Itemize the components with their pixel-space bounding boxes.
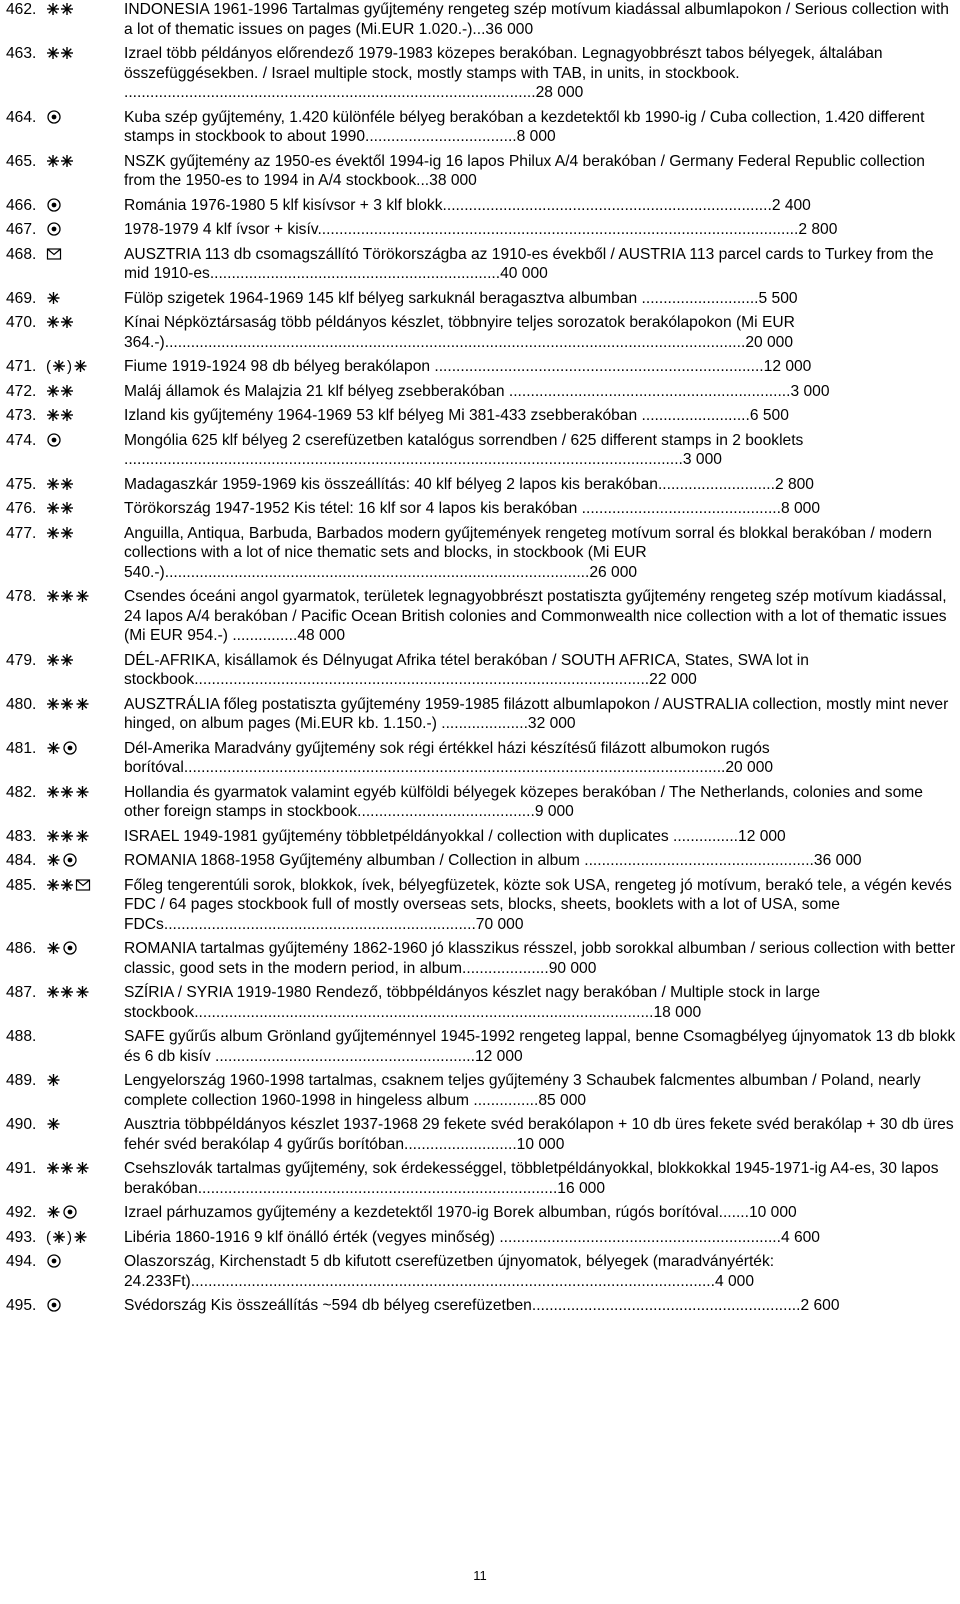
lot-number: 469. [6,289,37,307]
lot-description [124,827,956,847]
lot-number: 493. [6,1228,37,1246]
lot-price: 2 800 [774,475,814,493]
dot-leader: ................................................................. [508,382,791,400]
lot-price: 12 000 [738,827,786,845]
used-stamp-icon [46,1297,62,1313]
dot-leader: ................................................................. [499,1228,781,1246]
dot-leader: ........................... [657,475,775,493]
lot-description [124,313,956,352]
lot-text: Libéria 1860-1916 9 klf önálló érték (vegyes minőség) [124,1228,500,1246]
mint-never-hinged-icon [46,153,74,169]
lot-text: AUSZTRÁLIA főleg postatiszta gyűjtemény 1959-1985 filázott albumlapokon / AUSTRALIA collection, mostly mint never hinged, on album pages (Mi.EUR kb. 1.150.-) [124,695,949,732]
lot-text: Svédország Kis összeállítás ~594 db bélyeg cserefüzetben [124,1297,532,1314]
used-stamp-icon [46,221,62,237]
lot-entry [6,827,956,847]
lot-description [124,1115,956,1154]
mint-never-hinged-icon [46,383,74,399]
lot-number: 479. [6,651,37,669]
svg-text:(: ( [46,1228,51,1245]
lot-price: 38 000 [429,172,477,189]
dot-leader: ..................................................... [584,852,814,869]
lot-number: 494. [6,1253,37,1270]
condition-symbols [46,939,124,959]
dot-leader: ........................... [641,289,759,307]
dot-leader: ............... [473,1091,539,1109]
lot-entry [6,152,956,191]
lot-text: INDONESIA 1961-1996 Tartalmas gyűjtemény rengeteg szép motívum kiadással albumlapokon / Serious collection with a lot of thematic issues on pages (Mi.EUR 1.020.-) [124,1,949,38]
condition-symbols [46,783,124,803]
used-stamp-icon [46,1253,62,1269]
dot-leader: ......................................................................................................................... [190,1272,715,1290]
lot-entry [6,1115,956,1154]
lot-number: 464. [6,108,37,126]
mint-never-hinged-icon [46,1160,74,1176]
condition-symbols [46,739,124,759]
dot-leader: ............................................................................ [442,196,772,214]
dot-leader: ... [472,20,486,38]
lot-text: AUSZTRIA 113 db csomagszállító Törökországba az 1910-es évekből / AUSTRIA 113 parcel cards to Turkey from the mid 1910-es [124,245,934,282]
used-stamp-icon [62,740,78,756]
lot-text: Fiume 1919-1924 98 db bélyeg berakólapon [124,358,435,375]
lot-number: 481. [6,739,37,757]
lot-entry [6,1252,956,1291]
lot-entry [6,245,956,284]
mint-never-hinged-icon [46,877,74,893]
lot-description [124,382,956,402]
lot-entry [6,587,956,646]
condition-symbols [46,44,124,64]
mint-never-hinged-icon [46,784,74,800]
dot-leader: .............................................................. [531,1297,801,1314]
condition-symbols [46,1252,124,1272]
lot-description [124,475,956,495]
lot-price: 2 600 [800,1297,840,1314]
lot-number: 495. [6,1297,37,1314]
lot-text: Kuba szép gyűjtemény, 1.420 különféle bélyeg berakóban a kezdetektől kb 1990-ig / Cuba collection, 1.420 different stamps in stockbook to about 1990 [124,108,925,145]
mint-no-gum-icon [46,1229,72,1245]
lot-entry [6,1027,956,1066]
mint-hinged-icon [46,1072,61,1088]
dot-leader: ....... [718,1204,749,1221]
lot-text: ROMANIA tartalmas gyűjtemény 1862-1960 jó klasszikus résszel, jobb sorokkal albumban / serious collection with better classic, good sets in the modern period, in album [124,940,956,977]
lot-number: 482. [6,783,37,801]
mint-hinged-icon [46,290,61,306]
lot-entry [6,0,956,39]
dot-leader: ............... [673,827,739,845]
lot-text: Kínai Népköztársaság több példányos készlet, többnyire teljes sorozatok berakólapokon (Mi EUR 364.-) [124,314,795,351]
lot-entry [6,196,956,216]
mint-hinged-icon [75,784,90,800]
lot-text: Maláj államok és Malajzia 21 klf bélyeg zsebberakóban [124,382,509,400]
lot-description [124,651,956,690]
lot-entry [6,108,956,147]
lot-number: 486. [6,940,37,957]
condition-symbols [46,851,124,871]
lot-number: 467. [6,221,37,238]
lot-price: 18 000 [653,1003,702,1021]
lot-text: Csendes óceáni angol gyarmatok, területek legnagyobbrészt postatiszta gyűjtemény rengeteg szép motívum kiadással, 24 lapos A/4 berakóban / Pacific Ocean British colonies and Commonwealth nice collection with a lot of thematic issues (Mi EUR 954.-) [124,588,947,644]
mint-hinged-icon [46,852,61,868]
lot-description [124,431,956,470]
used-stamp-icon [46,109,62,125]
lot-number: 468. [6,245,37,263]
dot-leader: ................................................................... [209,265,501,282]
lot-description [124,0,956,39]
lot-text: Főleg tengerentúli sorok, blokkok, ívek, bélyegfüzetek, közte sok USA, rengeteg jó motívum, berakó tele, a végén kevés FDC / 64 pages stockbook full of mostly overseas sets, blocks, sheets, booklets with a lot of USA, some FDCs [124,876,952,933]
lot-price: 12 000 [763,358,812,375]
lot-price: 8 000 [780,500,820,517]
condition-symbols [46,152,124,172]
lot-price: 26 000 [589,563,638,581]
dot-leader: .......................... [404,1135,517,1153]
dot-leader: ............................................................................................... [124,84,536,101]
condition-symbols [46,475,124,495]
lot-number: 463. [6,45,37,62]
mint-never-hinged-icon [46,45,74,61]
lot-entry [6,357,956,377]
lot-description [124,406,956,426]
lot-number: 462. [6,1,37,18]
dot-leader: ........................................................................ [163,915,476,933]
dot-leader: .......................................................................................................... [194,1003,654,1021]
lot-text: Olaszország, Kirchenstadt 5 db kifutott cserefüzetben újnyomatok, bélyegek (maradványérték: 24.233Ft) [124,1253,775,1290]
lot-number: 480. [6,695,37,713]
lot-price: 48 000 [297,627,346,644]
mint-never-hinged-icon [46,525,74,541]
lot-number: 487. [6,984,37,1001]
dot-leader: ...................................................................................................................................... [164,333,746,351]
lot-text: Fülöp szigetek 1964-1969 145 klf bélyeg sarkuknál beragasztva albumban [124,289,642,307]
condition-symbols [46,406,124,426]
lot-description [124,108,956,147]
lot-number: 465. [6,152,37,170]
lot-description [124,1252,956,1291]
lot-number: 483. [6,827,37,845]
mint-hinged-icon [46,1116,61,1132]
condition-symbols [46,827,124,847]
lot-entry [6,44,956,103]
lot-description [124,44,956,103]
lot-description [124,1159,956,1198]
lot-description [124,851,956,871]
lot-description [124,783,956,822]
condition-symbols [46,524,124,544]
mint-never-hinged-icon [46,984,74,1000]
condition-symbols [46,1228,124,1248]
used-stamp-icon [62,1204,78,1220]
lot-text: Dél-Amerika Maradvány gyűjtemény sok régi értékkel házi készítésű filázott albumokon rugós borítóval [124,739,770,776]
lot-price: 10 000 [748,1204,797,1221]
lot-number: 484. [6,852,37,869]
lot-entry [6,313,956,352]
lot-entry [6,983,956,1022]
condition-symbols [46,313,124,333]
lot-price: 70 000 [475,915,524,933]
lot-entry [6,220,956,240]
dot-leader: ............... [232,627,298,644]
mint-hinged-icon [75,696,90,712]
lot-text: Madagaszkár 1959-1969 kis összeállítás: 40 klf bélyeg 2 lapos kis berakóban [124,475,658,493]
envelope-icon [75,877,92,893]
mint-hinged-icon [75,588,90,604]
lot-price: 10 000 [516,1135,565,1153]
lot-number: 476. [6,500,37,517]
lot-price: 8 000 [516,128,556,145]
lot-entry [6,499,956,519]
mint-never-hinged-icon [46,500,74,516]
lot-number: 471. [6,358,37,375]
lot-price: 20 000 [745,333,794,351]
lot-text: 1978-1979 4 klf ívsor + kisív [124,221,318,238]
dot-leader: ......................... [641,407,750,424]
lot-entry [6,739,956,778]
lot-price: 9 000 [534,803,574,820]
lot-number: 472. [6,382,37,400]
lot-price: 6 500 [749,407,789,424]
dot-leader: ......................................... [357,803,535,820]
lot-number: 477. [6,524,37,542]
lot-entry [6,382,956,402]
mint-hinged-icon [75,984,90,1000]
mint-never-hinged-icon [46,588,74,604]
mint-hinged-icon [46,740,61,756]
mint-never-hinged-icon [46,476,74,492]
lot-number: 470. [6,314,37,331]
lot-price: 5 500 [758,289,798,307]
dot-leader: .................................................................................................. [164,563,590,581]
lot-number: 491. [6,1160,37,1177]
dot-leader: .................... [462,959,549,977]
lot-price: 20 000 [725,759,774,776]
lot-text: Románia 1976-1980 5 klf kisívsor + 3 klf blokk [124,196,443,214]
condition-symbols [46,1071,124,1091]
condition-symbols [46,382,124,402]
lot-entry [6,1296,956,1316]
lot-description [124,152,956,191]
used-stamp-icon [46,432,62,448]
condition-symbols [46,499,124,519]
lot-entry [6,651,956,690]
lot-text: ROMANIA 1868-1958 Gyűjtemény albumban / Collection in album [124,852,585,869]
condition-symbols [46,1159,124,1179]
lot-description [124,196,956,216]
lot-description [124,983,956,1022]
mint-never-hinged-icon [46,407,74,423]
lot-number: 474. [6,431,37,449]
svg-text:(: ( [46,358,51,374]
lot-text: Izrael több példányos előrendező 1979-1983 közepes berakóban. Legnagyobbrészt tabos bélyegek, általában összefüggésekben. / Israel multiple stock, mostly stamps with TAB, in units, in stockbook. [124,45,883,82]
lot-description [124,245,956,284]
dot-leader: ................................................................................................................................. [124,451,683,468]
svg-text:): ) [67,358,72,374]
lot-number: 473. [6,407,37,424]
mint-hinged-icon [46,940,61,956]
lot-price: 2 400 [771,196,811,214]
condition-symbols [46,0,124,20]
lot-price: 4 600 [780,1228,820,1246]
mint-no-gum-icon [46,358,72,374]
lot-description [124,1027,956,1066]
condition-symbols [46,1203,124,1223]
lot-number: 490. [6,1116,37,1133]
lot-description [124,1203,956,1223]
used-stamp-icon [46,197,62,213]
used-stamp-icon [62,852,78,868]
lot-description [124,876,956,935]
used-stamp-icon [62,940,78,956]
lot-number: 489. [6,1072,37,1089]
lot-price: 85 000 [538,1091,587,1109]
lot-price: 2 800 [798,221,838,238]
dot-leader: ................................... [365,128,517,145]
lot-text: Mongólia 625 klf bélyeg 2 cserefüzetben katalógus sorrendben / 625 different stamps in 2 booklets [124,431,804,449]
lot-entry [6,289,956,309]
condition-symbols [46,289,124,309]
lot-price: 4 000 [714,1272,755,1290]
lot-description [124,587,956,646]
lot-price: 12 000 [474,1047,523,1065]
lot-entry [6,406,956,426]
mint-hinged-icon [75,828,90,844]
lot-price: 3 000 [682,451,722,468]
lot-price: 90 000 [548,959,597,977]
page-number: 11 [473,1568,487,1583]
lot-entry [6,851,956,871]
lot-text: Törökország 1947-1952 Kis tétel: 16 klf sor 4 lapos kis berakóban [124,500,582,517]
mint-never-hinged-icon [46,696,74,712]
lot-description [124,695,956,734]
lot-text: Hollandia és gyarmatok valamint egyéb külföldi bélyegek közepes berakóban / The Netherlands, colonies and some other foreign stamps in stockbook [124,783,923,820]
condition-symbols [46,695,124,715]
dot-leader: .............................................. [581,500,781,517]
dot-leader: ......................................................................................................... [194,671,650,688]
mint-never-hinged-icon [46,652,74,668]
lot-number: 466. [6,196,37,214]
condition-symbols [46,876,124,896]
condition-symbols [46,196,124,216]
lot-description [124,1071,956,1110]
lot-description [124,499,956,519]
lot-entry [6,431,956,470]
condition-symbols [46,587,124,607]
lot-description [124,939,956,978]
lot-text: Lengyelország 1960-1998 tartalmas, csaknem teljes gyűjtemény 3 Schaubek falcmentes albumban / Poland, nearly complete collection 1960-1998 in hingeless album [124,1072,921,1109]
lot-number: 492. [6,1204,37,1221]
lot-entry [6,1228,956,1248]
condition-symbols [46,1115,124,1135]
lot-entry [6,524,956,583]
lot-description [124,289,956,309]
lot-text: Izrael párhuzamos gyűjtemény a kezdetektől 1970-ig Borek albumban, rúgós borítóval [124,1204,719,1221]
lot-description [124,739,956,778]
lot-text: Izland kis gyűjtemény 1964-1969 53 klf bélyeg Mi 381-433 zsebberakóban [124,407,642,424]
lot-entry [6,1203,956,1223]
lot-description [124,357,956,377]
dot-leader: ............................................................ [215,1047,475,1065]
condition-symbols [46,245,124,265]
condition-symbols [46,108,124,128]
lot-text: NSZK gyűjtemény az 1950-es évektől 1994-ig 16 lapos Philux A/4 berakóban / Germany Federal Republic collection from the 1950-es to 1994 in A/4 stockbook [124,152,925,189]
condition-symbols [46,357,124,377]
lot-number: 488. [6,1028,37,1045]
lot-description [124,524,956,583]
condition-symbols [46,651,124,671]
condition-symbols [46,1296,124,1316]
mint-hinged-icon [73,358,88,374]
lot-price: 36 000 [813,852,862,869]
lot-entry [6,1159,956,1198]
lot-entry [6,1071,956,1110]
lot-description [124,220,956,240]
lot-description [124,1228,956,1248]
lot-entry [6,939,956,978]
lot-text: SZÍRIA / SYRIA 1919-1980 Rendező, többpéldányos készlet nagy berakóban / Multiple stock in large stockbook [124,984,821,1021]
lot-description [124,1296,956,1316]
condition-symbols [46,220,124,240]
lot-text: Csehszlovák tartalmas gyűjtemény, sok érdekességgel, többletpéldányokkal, blokkokkal 1945-1971-ig A4-es, 30 lapos berakóban [124,1160,939,1197]
lot-price: 3 000 [790,382,830,400]
dot-leader: ... [416,172,430,189]
lot-number: 485. [6,876,37,894]
lot-entry [6,876,956,935]
dot-leader: ............................................................................ [434,358,764,375]
condition-symbols [46,431,124,451]
lot-price: 32 000 [527,715,576,732]
mint-hinged-icon [75,1160,90,1176]
condition-symbols [46,983,124,1003]
lot-text: SAFE gyűrűs album Grönland gyűjteménnyel 1945-1992 rengeteg lappal, benne Csomagbélyeg újnyomatok 13 db blokk és 6 db kisív [124,1028,956,1065]
lot-entry [6,475,956,495]
lot-text: DÉL-AFRIKA, kisállamok és Délnyugat Afrika tétel berakóban / SOUTH AFRICA, States, SWA lot in stockbook [124,651,809,688]
lot-entry [6,783,956,822]
lot-text: Anguilla, Antiqua, Barbuda, Barbados modern gyűjtemények rengeteg motívum sorral és blokkal berakóban / modern collections with a lot of nice thematic sets and blocks, in stockbook (Mi EUR 540.-) [124,524,932,581]
lot-price: 40 000 [500,265,548,282]
lot-price: 16 000 [557,1179,605,1197]
mint-never-hinged-icon [46,828,74,844]
mint-never-hinged-icon [46,1,74,17]
lot-price: 36 000 [485,20,534,38]
mint-hinged-icon [46,1204,61,1220]
svg-text:): ) [67,1228,72,1245]
mint-never-hinged-icon [46,314,74,330]
lot-price: 22 000 [649,671,697,688]
lot-price: 28 000 [535,84,584,101]
dot-leader: ............................................................................................................... [317,221,799,238]
dot-leader: ................................................................................... [197,1179,558,1197]
envelope-icon [46,246,63,262]
lot-text: Ausztria többpéldányos készlet 1937-1968 29 fekete svéd berakólapon + 10 db üres fekete svéd berakólap + 30 db üres fehér svéd berakólap 4 gyűrűs borítóban [124,1116,954,1153]
lot-list [6,0,956,1316]
mint-hinged-icon [73,1229,88,1245]
dot-leader: ............................................................................................................................. [183,759,726,776]
lot-text: ISRAEL 1949-1981 gyűjtemény többletpéldányokkal / collection with duplicates [124,827,674,845]
lot-number: 475. [6,475,37,493]
dot-leader: .................... [441,715,528,732]
lot-entry [6,695,956,734]
lot-number: 478. [6,588,37,605]
